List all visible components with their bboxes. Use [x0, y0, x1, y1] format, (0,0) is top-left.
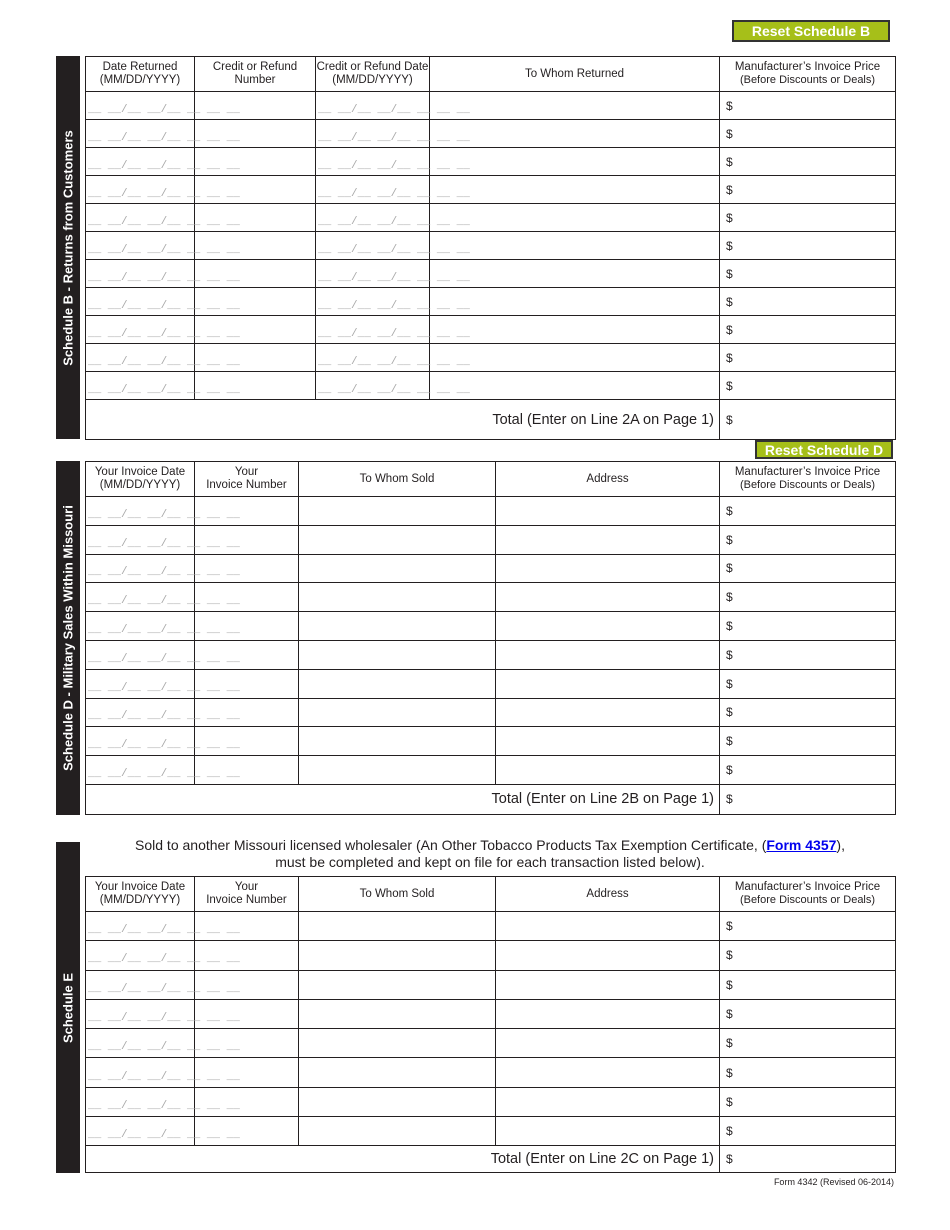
invoice-date-field[interactable]: __ __/__ __/__ __ __ __ — [86, 756, 195, 785]
credit-date-field[interactable]: __ __/__ __/__ __ __ __ — [316, 148, 430, 176]
to-whom-sold-field[interactable] — [299, 912, 496, 941]
form-footer: Form 4342 (Revised 06-2014) — [773, 1177, 894, 1187]
invoice-price-field[interactable]: $ — [720, 120, 896, 148]
address-field[interactable] — [496, 970, 720, 999]
header-invoice-number: Your Invoice Number — [195, 877, 299, 912]
schedule-d-table — [85, 461, 896, 815]
invoice-price-field[interactable]: $ — [720, 583, 896, 612]
date-returned-field[interactable]: __ __/__ __/__ __ __ __ — [86, 148, 195, 176]
address-field[interactable] — [496, 525, 720, 554]
table-row — [86, 344, 896, 372]
to-whom-returned-field[interactable] — [430, 120, 720, 148]
to-whom-returned-field[interactable] — [430, 92, 720, 120]
credit-date-field[interactable]: __ __/__ __/__ __ __ __ — [316, 120, 430, 148]
table-row — [86, 1087, 896, 1116]
address-field[interactable] — [496, 554, 720, 583]
invoice-date-field[interactable]: __ __/__ __/__ __ __ __ — [86, 999, 195, 1028]
header-manufacturer-invoice-price: Manufacturer’s Invoice Price (Before Discounts or Deals) — [720, 57, 896, 92]
to-whom-returned-field[interactable] — [430, 176, 720, 204]
invoice-price-field[interactable]: $ — [720, 260, 896, 288]
table-row — [86, 148, 896, 176]
header-credit-refund-date: Credit or Refund Date (MM/DD/YYYY) — [316, 57, 430, 92]
to-whom-returned-field[interactable] — [430, 316, 720, 344]
credit-date-field[interactable]: __ __/__ __/__ __ __ __ — [316, 204, 430, 232]
to-whom-sold-field[interactable] — [299, 554, 496, 583]
to-whom-sold-field[interactable] — [299, 1087, 496, 1116]
table-row — [86, 1058, 896, 1087]
invoice-price-field[interactable]: $ — [720, 525, 896, 554]
to-whom-sold-field[interactable] — [299, 1029, 496, 1058]
invoice-price-field[interactable]: $ — [720, 698, 896, 727]
address-field[interactable] — [496, 497, 720, 526]
invoice-price-field[interactable]: $ — [720, 288, 896, 316]
header-to-whom-sold: To Whom Sold — [299, 462, 496, 497]
to-whom-returned-field[interactable] — [430, 204, 720, 232]
reset-schedule-d-button[interactable]: Reset Schedule D — [755, 440, 893, 459]
date-returned-field[interactable]: __ __/__ __/__ __ __ __ — [86, 92, 195, 120]
to-whom-sold-field[interactable] — [299, 756, 496, 785]
invoice-date-field[interactable]: __ __/__ __/__ __ __ __ — [86, 1087, 195, 1116]
invoice-date-field[interactable]: __ __/__ __/__ __ __ __ — [86, 1117, 195, 1146]
table-row — [86, 92, 896, 120]
table-row — [86, 727, 896, 756]
invoice-price-field[interactable]: $ — [720, 999, 896, 1028]
table-row — [86, 316, 896, 344]
address-field[interactable] — [496, 999, 720, 1028]
invoice-price-field[interactable]: $ — [720, 148, 896, 176]
to-whom-sold-field[interactable] — [299, 941, 496, 970]
date-returned-field[interactable]: __ __/__ __/__ __ __ __ — [86, 176, 195, 204]
table-row — [86, 288, 896, 316]
address-field[interactable] — [496, 1029, 720, 1058]
table-row — [86, 583, 896, 612]
header-to-whom-returned: To Whom Returned — [430, 57, 720, 92]
invoice-price-field[interactable]: $ — [720, 912, 896, 941]
invoice-date-field[interactable]: __ __/__ __/__ __ __ __ — [86, 698, 195, 727]
credit-date-field[interactable]: __ __/__ __/__ __ __ __ — [316, 176, 430, 204]
table-row — [86, 260, 896, 288]
table-row — [86, 525, 896, 554]
invoice-price-field[interactable]: $ — [720, 1058, 896, 1087]
date-returned-field[interactable]: __ __/__ __/__ __ __ __ — [86, 120, 195, 148]
address-field[interactable] — [496, 1117, 720, 1146]
header-address: Address — [496, 877, 720, 912]
reset-schedule-b-button[interactable]: Reset Schedule B — [732, 20, 890, 42]
address-field[interactable] — [496, 912, 720, 941]
invoice-date-field[interactable]: __ __/__ __/__ __ __ __ — [86, 1029, 195, 1058]
invoice-price-field[interactable]: $ — [720, 372, 896, 400]
table-row — [86, 372, 896, 400]
invoice-price-field[interactable]: $ — [720, 1117, 896, 1146]
table-row — [86, 941, 896, 970]
date-returned-field[interactable]: __ __/__ __/__ __ __ __ — [86, 316, 195, 344]
invoice-price-field[interactable]: $ — [720, 669, 896, 698]
form-4357-link[interactable]: Form 4357 — [766, 837, 837, 853]
to-whom-returned-field[interactable] — [430, 260, 720, 288]
table-row — [86, 497, 896, 526]
credit-date-field[interactable]: __ __/__ __/__ __ __ __ — [316, 344, 430, 372]
table-row — [86, 120, 896, 148]
credit-date-field[interactable]: __ __/__ __/__ __ __ __ — [316, 316, 430, 344]
to-whom-returned-field[interactable] — [430, 148, 720, 176]
table-row — [86, 612, 896, 641]
invoice-date-field[interactable]: __ __/__ __/__ __ __ __ — [86, 727, 195, 756]
date-returned-field[interactable]: __ __/__ __/__ __ __ __ — [86, 260, 195, 288]
address-field[interactable] — [496, 612, 720, 641]
table-row — [86, 232, 896, 260]
address-field[interactable] — [496, 727, 720, 756]
address-field[interactable] — [496, 583, 720, 612]
invoice-price-field[interactable]: $ — [720, 232, 896, 260]
header-date-returned: Date Returned (MM/DD/YYYY) — [86, 57, 195, 92]
date-returned-field[interactable]: __ __/__ __/__ __ __ __ — [86, 232, 195, 260]
invoice-date-field[interactable]: __ __/__ __/__ __ __ __ — [86, 941, 195, 970]
schedule-b-total-label: Total (Enter on Line 2A on Page 1) — [86, 400, 720, 440]
credit-date-field[interactable]: __ __/__ __/__ __ __ __ — [316, 372, 430, 400]
invoice-price-field[interactable]: $ — [720, 344, 896, 372]
table-row — [86, 999, 896, 1028]
header-invoice-number: Your Invoice Number — [195, 462, 299, 497]
schedule-b-total-field[interactable]: $ — [720, 400, 896, 440]
to-whom-returned-field[interactable] — [430, 372, 720, 400]
table-row — [86, 1029, 896, 1058]
invoice-date-field[interactable]: __ __/__ __/__ __ __ __ — [86, 554, 195, 583]
date-returned-field[interactable]: __ __/__ __/__ __ __ __ — [86, 372, 195, 400]
to-whom-sold-field[interactable] — [299, 698, 496, 727]
to-whom-sold-field[interactable] — [299, 497, 496, 526]
address-field[interactable] — [496, 941, 720, 970]
address-field[interactable] — [496, 756, 720, 785]
invoice-date-field[interactable]: __ __/__ __/__ __ __ __ — [86, 1058, 195, 1087]
schedule-e-total-label: Total (Enter on Line 2C on Page 1) — [86, 1146, 720, 1173]
to-whom-sold-field[interactable] — [299, 1117, 496, 1146]
address-field[interactable] — [496, 698, 720, 727]
invoice-date-field[interactable]: __ __/__ __/__ __ __ __ — [86, 640, 195, 669]
schedule-d-total-field[interactable]: $ — [720, 784, 896, 814]
to-whom-returned-field[interactable] — [430, 288, 720, 316]
table-row — [86, 698, 896, 727]
invoice-price-field[interactable]: $ — [720, 970, 896, 999]
table-row — [86, 640, 896, 669]
to-whom-sold-field[interactable] — [299, 669, 496, 698]
table-row — [86, 912, 896, 941]
date-returned-field[interactable]: __ __/__ __/__ __ __ __ — [86, 288, 195, 316]
credit-date-field[interactable]: __ __/__ __/__ __ __ __ — [316, 260, 430, 288]
invoice-date-field[interactable]: __ __/__ __/__ __ __ __ — [86, 612, 195, 641]
credit-date-field[interactable]: __ __/__ __/__ __ __ __ — [316, 232, 430, 260]
address-field[interactable] — [496, 1087, 720, 1116]
invoice-price-field[interactable]: $ — [720, 204, 896, 232]
header-credit-refund-number: Credit or Refund Number — [195, 57, 316, 92]
invoice-date-field[interactable]: __ __/__ __/__ __ __ __ — [86, 669, 195, 698]
invoice-price-field[interactable]: $ — [720, 1087, 896, 1116]
invoice-price-field[interactable]: $ — [720, 727, 896, 756]
credit-date-field[interactable]: __ __/__ __/__ __ __ __ — [316, 288, 430, 316]
to-whom-sold-field[interactable] — [299, 640, 496, 669]
schedule-d-total-label: Total (Enter on Line 2B on Page 1) — [86, 784, 720, 814]
invoice-date-field[interactable]: __ __/__ __/__ __ __ __ — [86, 583, 195, 612]
invoice-price-field[interactable]: $ — [720, 554, 896, 583]
invoice-date-field[interactable]: __ __/__ __/__ __ __ __ — [86, 912, 195, 941]
schedule-b-table — [85, 56, 896, 440]
table-row — [86, 176, 896, 204]
header-invoice-date: Your Invoice Date (MM/DD/YYYY) — [86, 877, 195, 912]
date-returned-field[interactable]: __ __/__ __/__ __ __ __ — [86, 344, 195, 372]
header-to-whom-sold: To Whom Sold — [299, 877, 496, 912]
table-row — [86, 1117, 896, 1146]
schedule-e-instructions: Sold to another Missouri licensed wholesaler (An Other Tobacco Products Tax Exemption Certificate, (Form 4357), must be completed and kept on file for each transaction listed below). — [135, 837, 845, 870]
date-returned-field[interactable]: __ __/__ __/__ __ __ __ — [86, 204, 195, 232]
to-whom-sold-field[interactable] — [299, 999, 496, 1028]
invoice-price-field[interactable]: $ — [720, 176, 896, 204]
header-manufacturer-invoice-price: Manufacturer’s Invoice Price (Before Discounts or Deals) — [720, 877, 896, 912]
to-whom-sold-field[interactable] — [299, 727, 496, 756]
to-whom-sold-field[interactable] — [299, 525, 496, 554]
to-whom-sold-field[interactable] — [299, 612, 496, 641]
invoice-date-field[interactable]: __ __/__ __/__ __ __ __ — [86, 497, 195, 526]
schedule-b-side-label: Schedule B - Returns from Customers — [56, 56, 80, 439]
invoice-price-field[interactable]: $ — [720, 497, 896, 526]
invoice-price-field[interactable]: $ — [720, 92, 896, 120]
schedule-d-side-label: Schedule D - Military Sales Within Missouri — [56, 461, 80, 815]
to-whom-sold-field[interactable] — [299, 1058, 496, 1087]
header-invoice-date: Your Invoice Date (MM/DD/YYYY) — [86, 462, 195, 497]
invoice-price-field[interactable]: $ — [720, 612, 896, 641]
schedule-e-side-label: Schedule E — [56, 842, 80, 1173]
invoice-price-field[interactable]: $ — [720, 941, 896, 970]
invoice-date-field[interactable]: __ __/__ __/__ __ __ __ — [86, 970, 195, 999]
to-whom-sold-field[interactable] — [299, 970, 496, 999]
schedule-e-table — [85, 876, 896, 1173]
header-address: Address — [496, 462, 720, 497]
table-row — [86, 204, 896, 232]
to-whom-returned-field[interactable] — [430, 232, 720, 260]
invoice-price-field[interactable]: $ — [720, 316, 896, 344]
table-row — [86, 970, 896, 999]
table-row — [86, 756, 896, 785]
invoice-price-field[interactable]: $ — [720, 1029, 896, 1058]
address-field[interactable] — [496, 1058, 720, 1087]
to-whom-returned-field[interactable] — [430, 344, 720, 372]
to-whom-sold-field[interactable] — [299, 583, 496, 612]
address-field[interactable] — [496, 640, 720, 669]
table-row — [86, 554, 896, 583]
header-manufacturer-invoice-price: Manufacturer’s Invoice Price (Before Discounts or Deals) — [720, 462, 896, 497]
invoice-price-field[interactable]: $ — [720, 756, 896, 785]
invoice-price-field[interactable]: $ — [720, 640, 896, 669]
table-row — [86, 669, 896, 698]
schedule-e-total-field[interactable]: $ — [720, 1146, 896, 1173]
credit-date-field[interactable]: __ __/__ __/__ __ __ __ — [316, 92, 430, 120]
invoice-date-field[interactable]: __ __/__ __/__ __ __ __ — [86, 525, 195, 554]
address-field[interactable] — [496, 669, 720, 698]
